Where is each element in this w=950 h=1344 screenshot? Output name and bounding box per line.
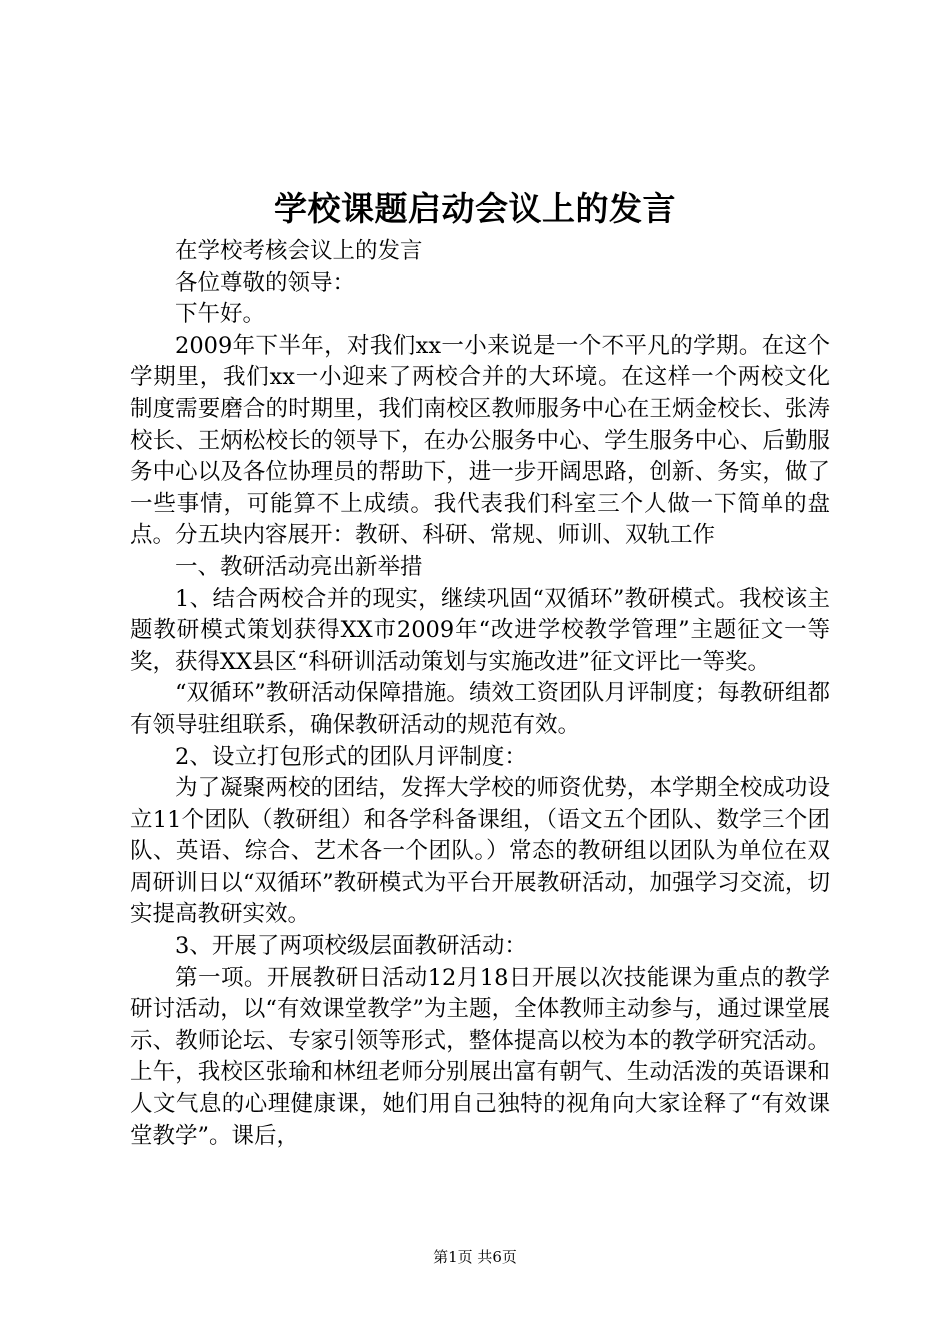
paragraph-first-activity: 第一项。开展教研日活动12月18日开展以次技能课为重点的教学研讨活动，以“有效课堂教学”为主题，全体教师主动参与，通过课堂展示、教师论坛、专家引领等形式，整体提高以校为本的教学研究活动。上午，我校区张瑜和林纽老师分别展出富有朝气、生动活泼的英语课和人文气息的心理健康课，她们用自己独特的视角向大家诠释了“有效课堂教学”。课后，: [130, 964, 830, 1149]
page-footer: 第1页 共6页: [433, 1248, 517, 1266]
paragraph-item-3: 3、开展了两项校级层面教研活动：: [175, 933, 527, 960]
paragraph-salutation: 各位尊敬的领导：: [175, 269, 356, 296]
paragraph-item-2: 2、设立打包形式的团队月评制度：: [175, 743, 527, 770]
paragraph-teams: 为了凝聚两校的团结，发挥大学校的师资优势，本学期全校成功设立11个团队（教研组）和各学科备课组，（语文五个团队、数学三个团队、英语、综合、艺术各一个团队。）常态的教研组以团队为单位在双周研训日以“双循环”教研模式为平台开展教研活动，加强学习交流，切实提高教研实效。: [130, 775, 830, 928]
document-title: 学校课题启动会议上的发言: [274, 189, 676, 228]
paragraph-item-1: 1、结合两校合并的现实，继续巩固“双循环”教研模式。我校该主题教研模式策划获得XX市2009年“改进学校教学管理”主题征文一等奖，获得XX县区“科研训活动策划与实施改进”征文评比一等奖。: [130, 585, 830, 675]
paragraph-measures: “双循环”教研活动保障措施。绩效工资团队月评制度；每教研组都有领导驻组联系，确保教研活动的规范有效。: [130, 680, 830, 738]
paragraph-greeting: 下午好。: [175, 301, 266, 328]
document-body: [130, 236, 830, 1152]
section-heading: 一、教研活动亮出新举措: [175, 553, 423, 580]
paragraph-subtitle: 在学校考核会议上的发言: [175, 238, 423, 264]
paragraph-intro: 2009年下半年，对我们xx一小来说是一个不平凡的学期。在这个学期里，我们xx一小迎来了两校合并的大环境。在这样一个两校文化制度需要磨合的时期里，我们南校区教师服务中心在王炳金校长、张涛校长、王炳松校长的领导下，在办公服务中心、学生服务中心、后勤服务中心以及各位协理员的帮助下，进一步开阔思路，创新、务实，做了一些事情，可能算不上成绩。我代表我们科室三个人做一下简单的盘点。分五块内容展开：教研、科研、常规、师训、双轨工作: [130, 332, 830, 549]
